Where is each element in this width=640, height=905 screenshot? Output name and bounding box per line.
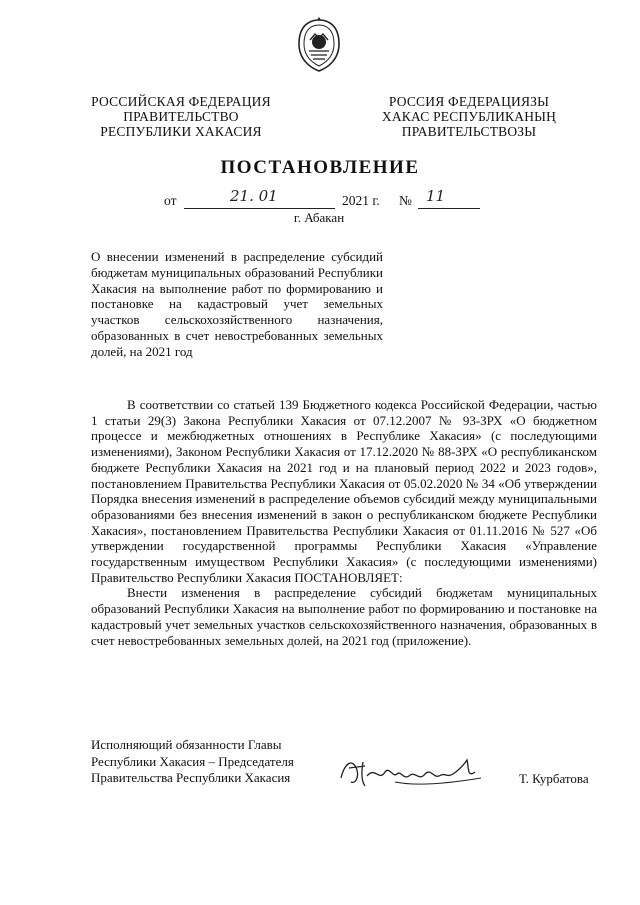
- number-underline: [418, 208, 480, 209]
- coat-of-arms-emblem: [293, 16, 345, 74]
- date-from-label: от: [164, 193, 177, 208]
- header-right-line-2: ХАКАС РЕСПУБЛИКАНЫҢ: [381, 109, 557, 124]
- city-label: г. Абакан: [293, 210, 345, 225]
- date-number-line: [164, 187, 494, 211]
- header-left-block: [78, 94, 284, 139]
- date-handwritten: 21. 01: [230, 187, 278, 205]
- header-left-line-2: ПРАВИТЕЛЬСТВО: [123, 109, 239, 124]
- subject-heading: О внесении изменений в распределение субсидий бюджетам муниципальных образований Республики Хакасия на выполнение работ по формированию и постановке на кадастровый учет земельных участков сельскохозяйственного назначения, образованных в счет невостребованных земельных долей, на 2021 год: [91, 249, 383, 359]
- date-underline: [184, 208, 335, 209]
- body-paragraph-2: Внести изменения в распределение субсидий бюджетам муниципальных образований Республики Хакасия на выполнение работ по формированию и постановке на кадастровый учет земельных участков сельскохозяйственного назначения, образованных в счет невостребованных земельных долей, на 2021 год (приложение).: [91, 585, 597, 648]
- signatory-position: [91, 737, 331, 787]
- signatory-position-line-3: Правительства Республики Хакасия: [91, 770, 291, 785]
- header-left-line-1: РОССИЙСКАЯ ФЕДЕРАЦИЯ: [91, 94, 271, 109]
- signatory-position-line-1: Исполняющий обязанности Главы: [91, 737, 282, 752]
- body-text: [91, 397, 597, 648]
- body-paragraph-1: В соответствии со статьей 139 Бюджетного кодекса Российской Федерации, частью 1 статьи 29(3) Закона Республики Хакасия от 07.12.2007 № 93-ЗРХ «О бюджетном процессе и межбюджетных отношениях в Республике Хакасия» (с последующими изменениями), Законом Республики Хакасия от 17.12.2020 № 88-ЗРХ «О республиканском бюджете Республики Хакасия на 2021 год и на плановый период 2022 и 2023 годов», постановлением Правительства Республики Хакасия от 05.02.2020 № 34 «Об утверждении Порядка внесения изменений в распределение объемов субсидий между муниципальными образованиями без внесения изменений в закон о республиканском бюджете Республики Хакасия», постановлением Правительства Республики Хакасия от 01.11.2016 № 527 «Об утверждении государственной программы Республики Хакасия «Управление государственным имуществом Республики Хакасия» (с последующими изменениями) Правительство Республики Хакасия ПОСТАНОВЛЯЕТ:: [91, 397, 597, 585]
- document-title: ПОСТАНОВЛЕНИЕ: [220, 157, 420, 178]
- number-label: №: [399, 193, 412, 208]
- header-right-block: [365, 94, 573, 139]
- header-left-line-3: РЕСПУБЛИКИ ХАКАСИЯ: [100, 124, 262, 139]
- year-label: 2021 г.: [342, 193, 380, 208]
- signatory-position-line-2: Республики Хакасия – Председателя: [91, 753, 294, 769]
- handwritten-signature: [335, 748, 487, 792]
- header-right-line-1: РОССИЯ ФЕДЕРАЦИЯЗЫ: [388, 94, 550, 109]
- number-handwritten: 11: [426, 187, 446, 205]
- header-right-line-3: ПРАВИТЕЛЬСТВОЗЫ: [401, 124, 537, 139]
- signatory-name: Т. Курбатова: [519, 771, 589, 786]
